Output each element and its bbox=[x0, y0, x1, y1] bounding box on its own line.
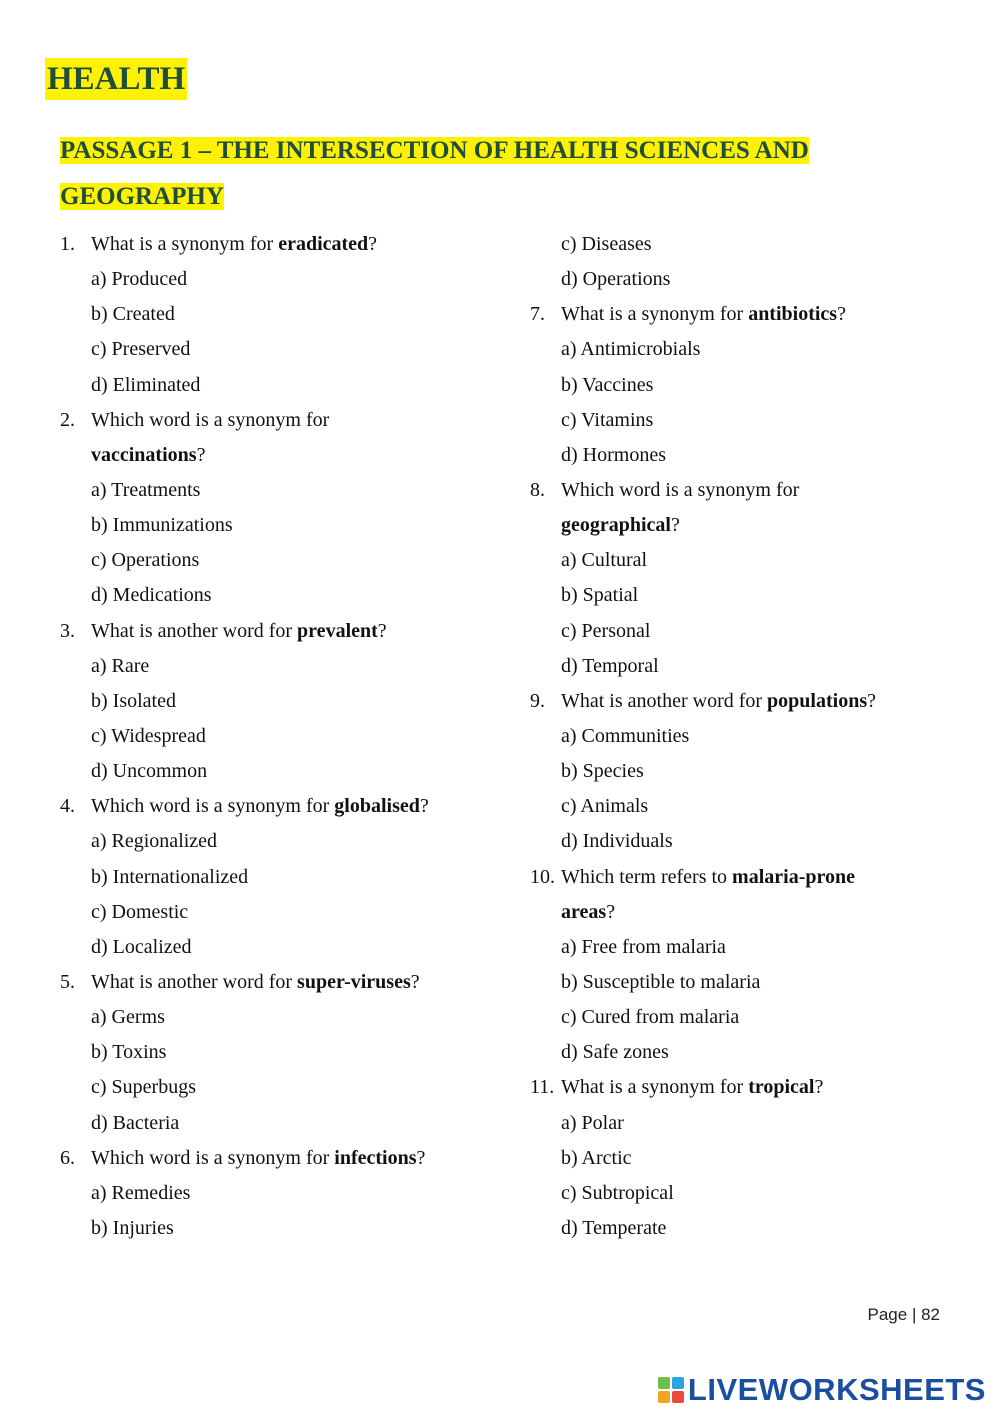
question-prefix: What is a synonym for bbox=[561, 1076, 749, 1099]
option-text: c) Animals bbox=[561, 795, 649, 818]
question-keyword: geographical bbox=[561, 514, 671, 537]
answer-option bbox=[60, 1070, 510, 1105]
question-number: 3. bbox=[60, 619, 75, 642]
option-text: a) Germs bbox=[91, 1006, 165, 1029]
question-line bbox=[530, 684, 960, 719]
answer-option bbox=[530, 719, 960, 754]
option-text: b) Created bbox=[91, 303, 175, 326]
answer-option bbox=[60, 1035, 510, 1070]
answer-option bbox=[60, 262, 510, 297]
option-text: a) Antimicrobials bbox=[561, 338, 701, 361]
question-text bbox=[91, 438, 205, 473]
answer-option bbox=[60, 930, 510, 965]
question-text bbox=[561, 684, 876, 719]
question-text bbox=[561, 473, 799, 508]
option-text: c) Vitamins bbox=[561, 408, 654, 431]
question-line bbox=[60, 965, 510, 1000]
brand-name: LIVEWORKSHEETS bbox=[687, 1372, 986, 1407]
option-text: a) Regionalized bbox=[91, 830, 218, 853]
answer-option bbox=[60, 332, 510, 367]
option-text: d) Medications bbox=[91, 584, 212, 607]
question-line bbox=[530, 297, 960, 332]
question-suffix: ? bbox=[416, 1146, 426, 1169]
passage-title bbox=[60, 128, 940, 220]
liveworksheets-logo-icon bbox=[658, 1377, 684, 1403]
question-keyword: infections bbox=[334, 1146, 417, 1169]
option-text: a) Rare bbox=[91, 654, 150, 677]
question-text bbox=[561, 1070, 823, 1105]
answer-option bbox=[530, 824, 960, 859]
answer-option bbox=[530, 1106, 960, 1141]
answer-option bbox=[60, 578, 510, 613]
answer-option bbox=[530, 1176, 960, 1211]
answer-option bbox=[530, 754, 960, 789]
option-text: a) Communities bbox=[561, 724, 690, 747]
answer-option bbox=[60, 649, 510, 684]
question-prefix: Which word is a synonym for bbox=[91, 795, 335, 818]
answer-option bbox=[530, 332, 960, 367]
option-text: d) Localized bbox=[91, 935, 192, 958]
question-keyword: prevalent bbox=[297, 619, 378, 642]
option-text: b) Susceptible to malaria bbox=[561, 970, 761, 993]
answer-option bbox=[530, 965, 960, 1000]
option-text: d) Uncommon bbox=[91, 760, 208, 783]
question-number: 5. bbox=[60, 970, 75, 993]
option-text: c) Preserved bbox=[91, 338, 191, 361]
question-line bbox=[60, 1141, 510, 1176]
question-prefix: Which word is a synonym for bbox=[561, 478, 800, 501]
answer-option bbox=[530, 403, 960, 438]
question-prefix: What is a synonym for bbox=[91, 233, 279, 255]
question-number: 2. bbox=[60, 408, 75, 431]
answer-option bbox=[530, 1035, 960, 1070]
answer-option bbox=[60, 508, 510, 543]
question-text bbox=[91, 403, 329, 438]
question-text bbox=[91, 227, 377, 262]
option-text: a) Produced bbox=[91, 268, 188, 291]
question-prefix: What is another word for bbox=[91, 619, 298, 642]
option-text: c) Diseases bbox=[561, 233, 652, 255]
option-text: d) Bacteria bbox=[91, 1111, 180, 1134]
answer-option bbox=[60, 754, 510, 789]
brand-footer bbox=[658, 1372, 986, 1408]
questions-left-column bbox=[60, 227, 510, 1246]
option-text: c) Widespread bbox=[91, 724, 206, 747]
answer-option bbox=[530, 1000, 960, 1035]
answer-option bbox=[530, 649, 960, 684]
answer-option bbox=[60, 1106, 510, 1141]
option-text: d) Individuals bbox=[561, 830, 673, 853]
question-suffix: ? bbox=[606, 900, 616, 923]
question-keyword: populations bbox=[767, 689, 868, 712]
question-suffix: ? bbox=[377, 619, 387, 642]
question-keyword: malaria-prone bbox=[732, 865, 855, 888]
answer-option bbox=[530, 262, 960, 297]
question-keyword: antibiotics bbox=[748, 303, 838, 326]
question-keyword: vaccinations bbox=[91, 443, 197, 466]
answer-option bbox=[60, 860, 510, 895]
section-title: HEALTH bbox=[45, 58, 187, 100]
answer-option bbox=[60, 368, 510, 403]
answer-option bbox=[530, 614, 960, 649]
question-prefix: Which word is a synonym for bbox=[91, 408, 330, 431]
question-text bbox=[561, 297, 846, 332]
question-prefix: Which word is a synonym for bbox=[91, 1146, 335, 1169]
answer-option bbox=[60, 895, 510, 930]
answer-option bbox=[60, 1000, 510, 1035]
answer-option bbox=[60, 1211, 510, 1246]
question-number: 4. bbox=[60, 795, 75, 818]
answer-option bbox=[530, 227, 960, 262]
question-line bbox=[530, 860, 960, 895]
question-suffix: ? bbox=[368, 233, 378, 255]
option-text: b) Arctic bbox=[561, 1146, 632, 1169]
question-keyword: tropical bbox=[748, 1076, 815, 1099]
question-text bbox=[561, 508, 680, 543]
option-text: d) Operations bbox=[561, 268, 671, 291]
answer-option bbox=[60, 684, 510, 719]
option-text: c) Domestic bbox=[91, 900, 189, 923]
option-text: b) Immunizations bbox=[91, 514, 233, 537]
question-text bbox=[91, 965, 420, 1000]
answer-option bbox=[530, 1141, 960, 1176]
question-line bbox=[60, 789, 510, 824]
question-number: 7. bbox=[530, 303, 545, 326]
question-line bbox=[530, 1070, 960, 1105]
question-keyword: areas bbox=[561, 900, 607, 923]
question-line bbox=[60, 614, 510, 649]
question-keyword: eradicated bbox=[278, 233, 369, 255]
passage-title-text: PASSAGE 1 – THE INTERSECTION OF HEALTH SCIENCES AND GEOGRAPHY bbox=[60, 137, 809, 210]
question-text bbox=[91, 1141, 425, 1176]
option-text: c) Superbugs bbox=[91, 1076, 196, 1099]
question-number: 1. bbox=[60, 233, 75, 255]
question-number: 9. bbox=[530, 689, 545, 712]
answer-option bbox=[530, 368, 960, 403]
question-line bbox=[60, 403, 510, 438]
option-text: b) Vaccines bbox=[561, 373, 654, 396]
question-line bbox=[530, 895, 960, 930]
question-number: 11. bbox=[530, 1076, 555, 1099]
answer-option bbox=[60, 543, 510, 578]
answer-option bbox=[530, 1211, 960, 1246]
question-keyword: super-viruses bbox=[297, 970, 411, 993]
option-text: b) Isolated bbox=[91, 689, 176, 712]
question-line bbox=[60, 227, 510, 262]
answer-option bbox=[530, 543, 960, 578]
question-prefix: What is another word for bbox=[91, 970, 298, 993]
option-text: b) Toxins bbox=[91, 1041, 167, 1064]
question-text bbox=[91, 614, 387, 649]
questions-right-column bbox=[530, 227, 960, 1246]
question-prefix: What is a synonym for bbox=[561, 303, 749, 326]
option-text: b) Spatial bbox=[561, 584, 639, 607]
option-text: a) Free from malaria bbox=[561, 935, 726, 958]
question-number: 8. bbox=[530, 478, 545, 501]
answer-option bbox=[60, 719, 510, 754]
answer-option bbox=[60, 297, 510, 332]
option-text: d) Temperate bbox=[561, 1216, 667, 1239]
option-text: b) Species bbox=[561, 760, 644, 783]
question-prefix: What is another word for bbox=[561, 689, 768, 712]
option-text: d) Hormones bbox=[561, 443, 666, 466]
question-text bbox=[91, 789, 429, 824]
option-text: a) Polar bbox=[561, 1111, 624, 1134]
answer-option bbox=[530, 438, 960, 473]
question-suffix: ? bbox=[867, 689, 876, 712]
option-text: d) Eliminated bbox=[91, 373, 201, 396]
question-line bbox=[60, 438, 510, 473]
page-number: Page | 82 bbox=[867, 1305, 940, 1324]
question-text bbox=[561, 860, 855, 895]
option-text: a) Treatments bbox=[91, 478, 201, 501]
option-text: d) Temporal bbox=[561, 654, 659, 677]
option-text: c) Subtropical bbox=[561, 1181, 674, 1204]
question-number: 6. bbox=[60, 1146, 75, 1169]
question-suffix: ? bbox=[196, 443, 206, 466]
answer-option bbox=[530, 930, 960, 965]
question-suffix: ? bbox=[419, 795, 429, 818]
question-suffix: ? bbox=[410, 970, 420, 993]
option-text: d) Safe zones bbox=[561, 1041, 669, 1064]
option-text: b) Injuries bbox=[91, 1216, 174, 1239]
question-line bbox=[530, 508, 960, 543]
answer-option bbox=[60, 1176, 510, 1211]
answer-option bbox=[60, 473, 510, 508]
option-text: c) Operations bbox=[91, 549, 200, 572]
question-number: 10. bbox=[530, 865, 555, 888]
question-suffix: ? bbox=[837, 303, 846, 326]
option-text: a) Remedies bbox=[91, 1181, 191, 1204]
question-text bbox=[561, 895, 615, 930]
question-line bbox=[530, 473, 960, 508]
option-text: a) Cultural bbox=[561, 549, 648, 572]
question-suffix: ? bbox=[814, 1076, 824, 1099]
answer-option bbox=[530, 578, 960, 613]
option-text: b) Internationalized bbox=[91, 865, 249, 888]
option-text: c) Cured from malaria bbox=[561, 1006, 740, 1029]
question-prefix: Which term refers to bbox=[561, 865, 733, 888]
answer-option bbox=[60, 824, 510, 859]
question-suffix: ? bbox=[671, 514, 680, 537]
option-text: c) Personal bbox=[561, 619, 651, 642]
question-keyword: globalised bbox=[334, 795, 420, 818]
answer-option bbox=[530, 789, 960, 824]
